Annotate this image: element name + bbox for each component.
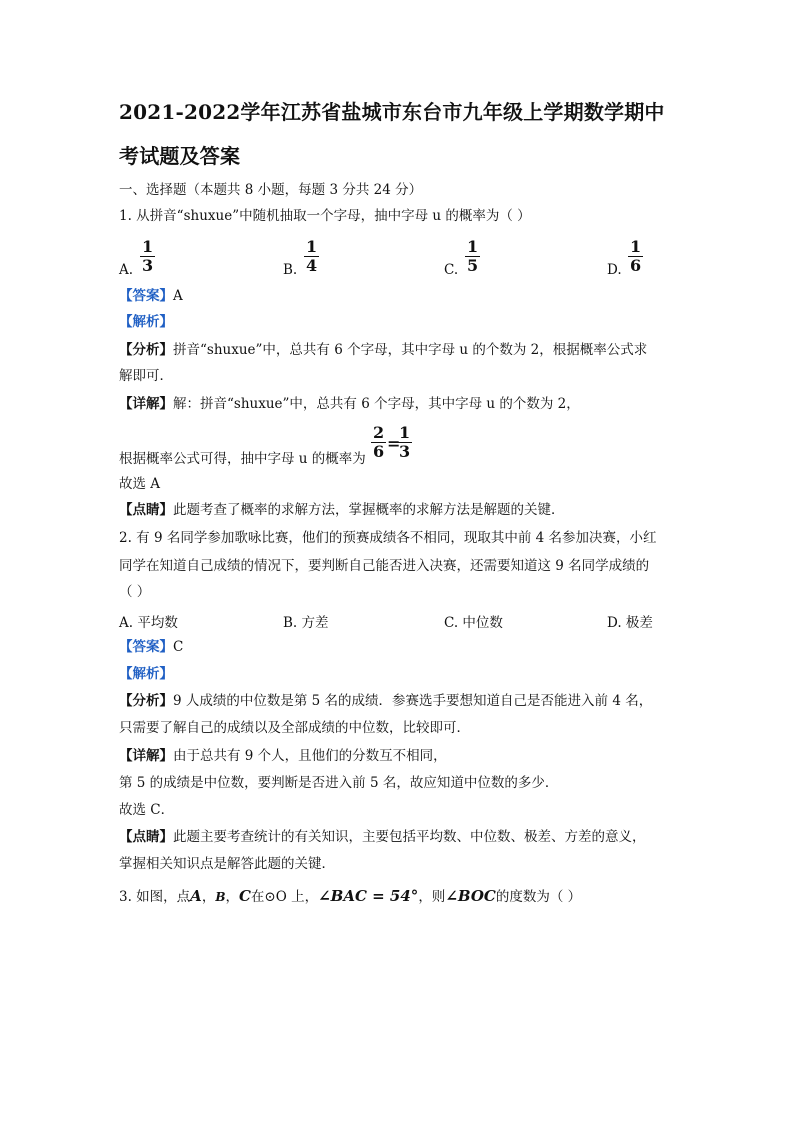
q3-point-c: C <box>238 887 251 905</box>
q2-dianjing-line1 <box>119 827 646 847</box>
q3-angle-bac: ∠BAC = 54° <box>318 887 419 905</box>
q1-answer-tag: 【答案】 <box>119 288 173 304</box>
q1-dianjing-text: 此题考查了概率的求解方法，掌握概率的求解方法是解题的关键． <box>173 502 565 518</box>
q1-fenxi-tag: 【分析】 <box>119 342 173 358</box>
q2-option-b: B. 方差 <box>283 615 329 631</box>
section-heading: 一、选择题（本题共 8 小题，每题 3 分共 24 分） <box>119 182 423 198</box>
q2-xiangjie-tag: 【详解】 <box>119 748 173 764</box>
q2-fenxi-line1 <box>119 691 652 711</box>
q3-suffix: 的度数为（ ） <box>495 889 582 905</box>
q3-on-circle: 在⊙O 上， <box>250 889 319 905</box>
q1-fenxi-line2: 解即可． <box>119 368 173 384</box>
q3-point-a: A <box>190 887 202 905</box>
q3-stem <box>119 886 581 907</box>
q2-jiexi-line <box>119 664 173 684</box>
q2-xiangjie-line1 <box>119 746 447 766</box>
q1-option-c-letter: C. <box>444 262 459 278</box>
doc-title-line2: 考试题及答案 <box>119 144 241 168</box>
q1-option-b-num: 1 <box>306 237 318 256</box>
q2-fenxi-tag: 【分析】 <box>119 693 173 709</box>
q1-option-c-fraction <box>465 238 480 275</box>
q1-dianjing-line <box>119 500 565 520</box>
q1-fenxi-text1: 拼音“shuxue”中，总共有 6 个字母，其中字母 u 的个数为 2，根据概率公式求 <box>173 342 648 358</box>
q1-equals-sign: = <box>387 434 401 453</box>
q1-fenxi-line1 <box>119 340 647 360</box>
q1-option-a-num: 1 <box>142 237 154 256</box>
q2-stem-line1: 2. 有 9 名同学参加歌咏比赛，他们的预赛成绩各不相同，现取其中前 4 名参加决赛，小红 <box>119 530 657 546</box>
q2-option-c: C. 中位数 <box>444 615 503 631</box>
q3-sep-2: ， <box>225 889 239 905</box>
q1-stem: 1. 从拼音“shuxue”中随机抽取一个字母，抽中字母 u 的概率为（ ） <box>119 208 531 224</box>
q1-answer: A <box>173 288 183 304</box>
q3-prefix: 3. 如图，点 <box>119 889 191 905</box>
q1-conclude: 故选 A <box>119 476 161 492</box>
q1-answer-line <box>119 286 183 306</box>
q2-conclude: 故选 C． <box>119 802 175 818</box>
q2-answer-tag: 【答案】 <box>119 639 173 655</box>
q1-frac-b-num: 1 <box>399 423 411 442</box>
q1-option-d-fraction <box>628 238 643 275</box>
q1-xiangjie-line2: 根据概率公式可得，抽中字母 u 的概率为 <box>119 451 366 467</box>
q3-point-b: B <box>215 890 226 904</box>
q2-dianjing-tag: 【点睛】 <box>119 829 173 845</box>
q1-option-b-fraction <box>304 238 319 275</box>
q1-option-b-den: 4 <box>306 256 318 275</box>
q1-frac-a-den: 6 <box>373 442 385 461</box>
q1-option-c-num: 1 <box>467 237 479 256</box>
q1-option-c-den: 5 <box>467 256 479 275</box>
q1-xiangjie-text1: 解：拼音“shuxue”中，总共有 6 个字母，其中字母 u 的个数为 2， <box>173 396 580 412</box>
q2-xiangjie-line2: 第 5 的成绩是中位数，要判断是否进入前 5 名，故应知道中位数的多少． <box>119 775 559 791</box>
q1-option-b-letter: B. <box>283 262 298 278</box>
q2-stem-line2: 同学在知道自己成绩的情况下，要判断自己能否进入决赛，还需要知道这 9 名同学成绩的 <box>119 558 650 574</box>
q1-option-d-num: 1 <box>630 237 642 256</box>
q1-option-d-den: 6 <box>630 256 642 275</box>
q1-frac-one-third <box>397 424 412 461</box>
q1-jiexi-line <box>119 312 173 332</box>
q2-dianjing-line2: 掌握相关知识点是解答此题的关键． <box>119 856 335 872</box>
doc-title-line1: 2021-2022学年江苏省盐城市东台市九年级上学期数学期中 <box>119 100 665 124</box>
q1-frac-b-den: 3 <box>399 442 411 461</box>
q1-option-a-fraction <box>140 238 155 275</box>
q2-stem-line3: （ ） <box>119 584 151 600</box>
q1-option-a-letter: A. <box>119 262 134 278</box>
q3-sep-1: ， <box>201 889 216 905</box>
q1-dianjing-tag: 【点睛】 <box>119 502 173 518</box>
q1-frac-two-sixths <box>371 424 386 461</box>
q2-fenxi-text1: 9 人成绩的中位数是第 5 名的成绩．参赛选手要想知道自己是否能进入前 4 名， <box>173 693 653 709</box>
q2-option-d: D. 极差 <box>607 615 653 631</box>
q1-option-d-letter: D. <box>607 262 622 278</box>
q3-then: ，则 <box>418 889 446 905</box>
q2-jiexi-tag: 【解析】 <box>119 666 173 682</box>
q2-xiangjie-text1: 由于总共有 9 个人，且他们的分数互不相同， <box>173 748 447 764</box>
q1-xiangjie-line1 <box>119 394 580 414</box>
q2-answer: C <box>173 639 184 655</box>
q2-answer-line <box>119 637 183 657</box>
q2-fenxi-line2: 只需要了解自己的成绩以及全部成绩的中位数，比较即可． <box>119 720 470 736</box>
q1-frac-a-num: 2 <box>373 423 385 442</box>
q1-xiangjie-tag: 【详解】 <box>119 396 173 412</box>
q2-option-a: A. 平均数 <box>119 615 178 631</box>
q3-angle-boc: ∠BOC <box>445 887 496 905</box>
q1-option-a-den: 3 <box>142 256 154 275</box>
q2-dianjing-text1: 此题主要考查统计的有关知识，主要包括平均数、中位数、极差、方差的意义， <box>173 829 646 845</box>
q1-jiexi-tag: 【解析】 <box>119 314 173 330</box>
